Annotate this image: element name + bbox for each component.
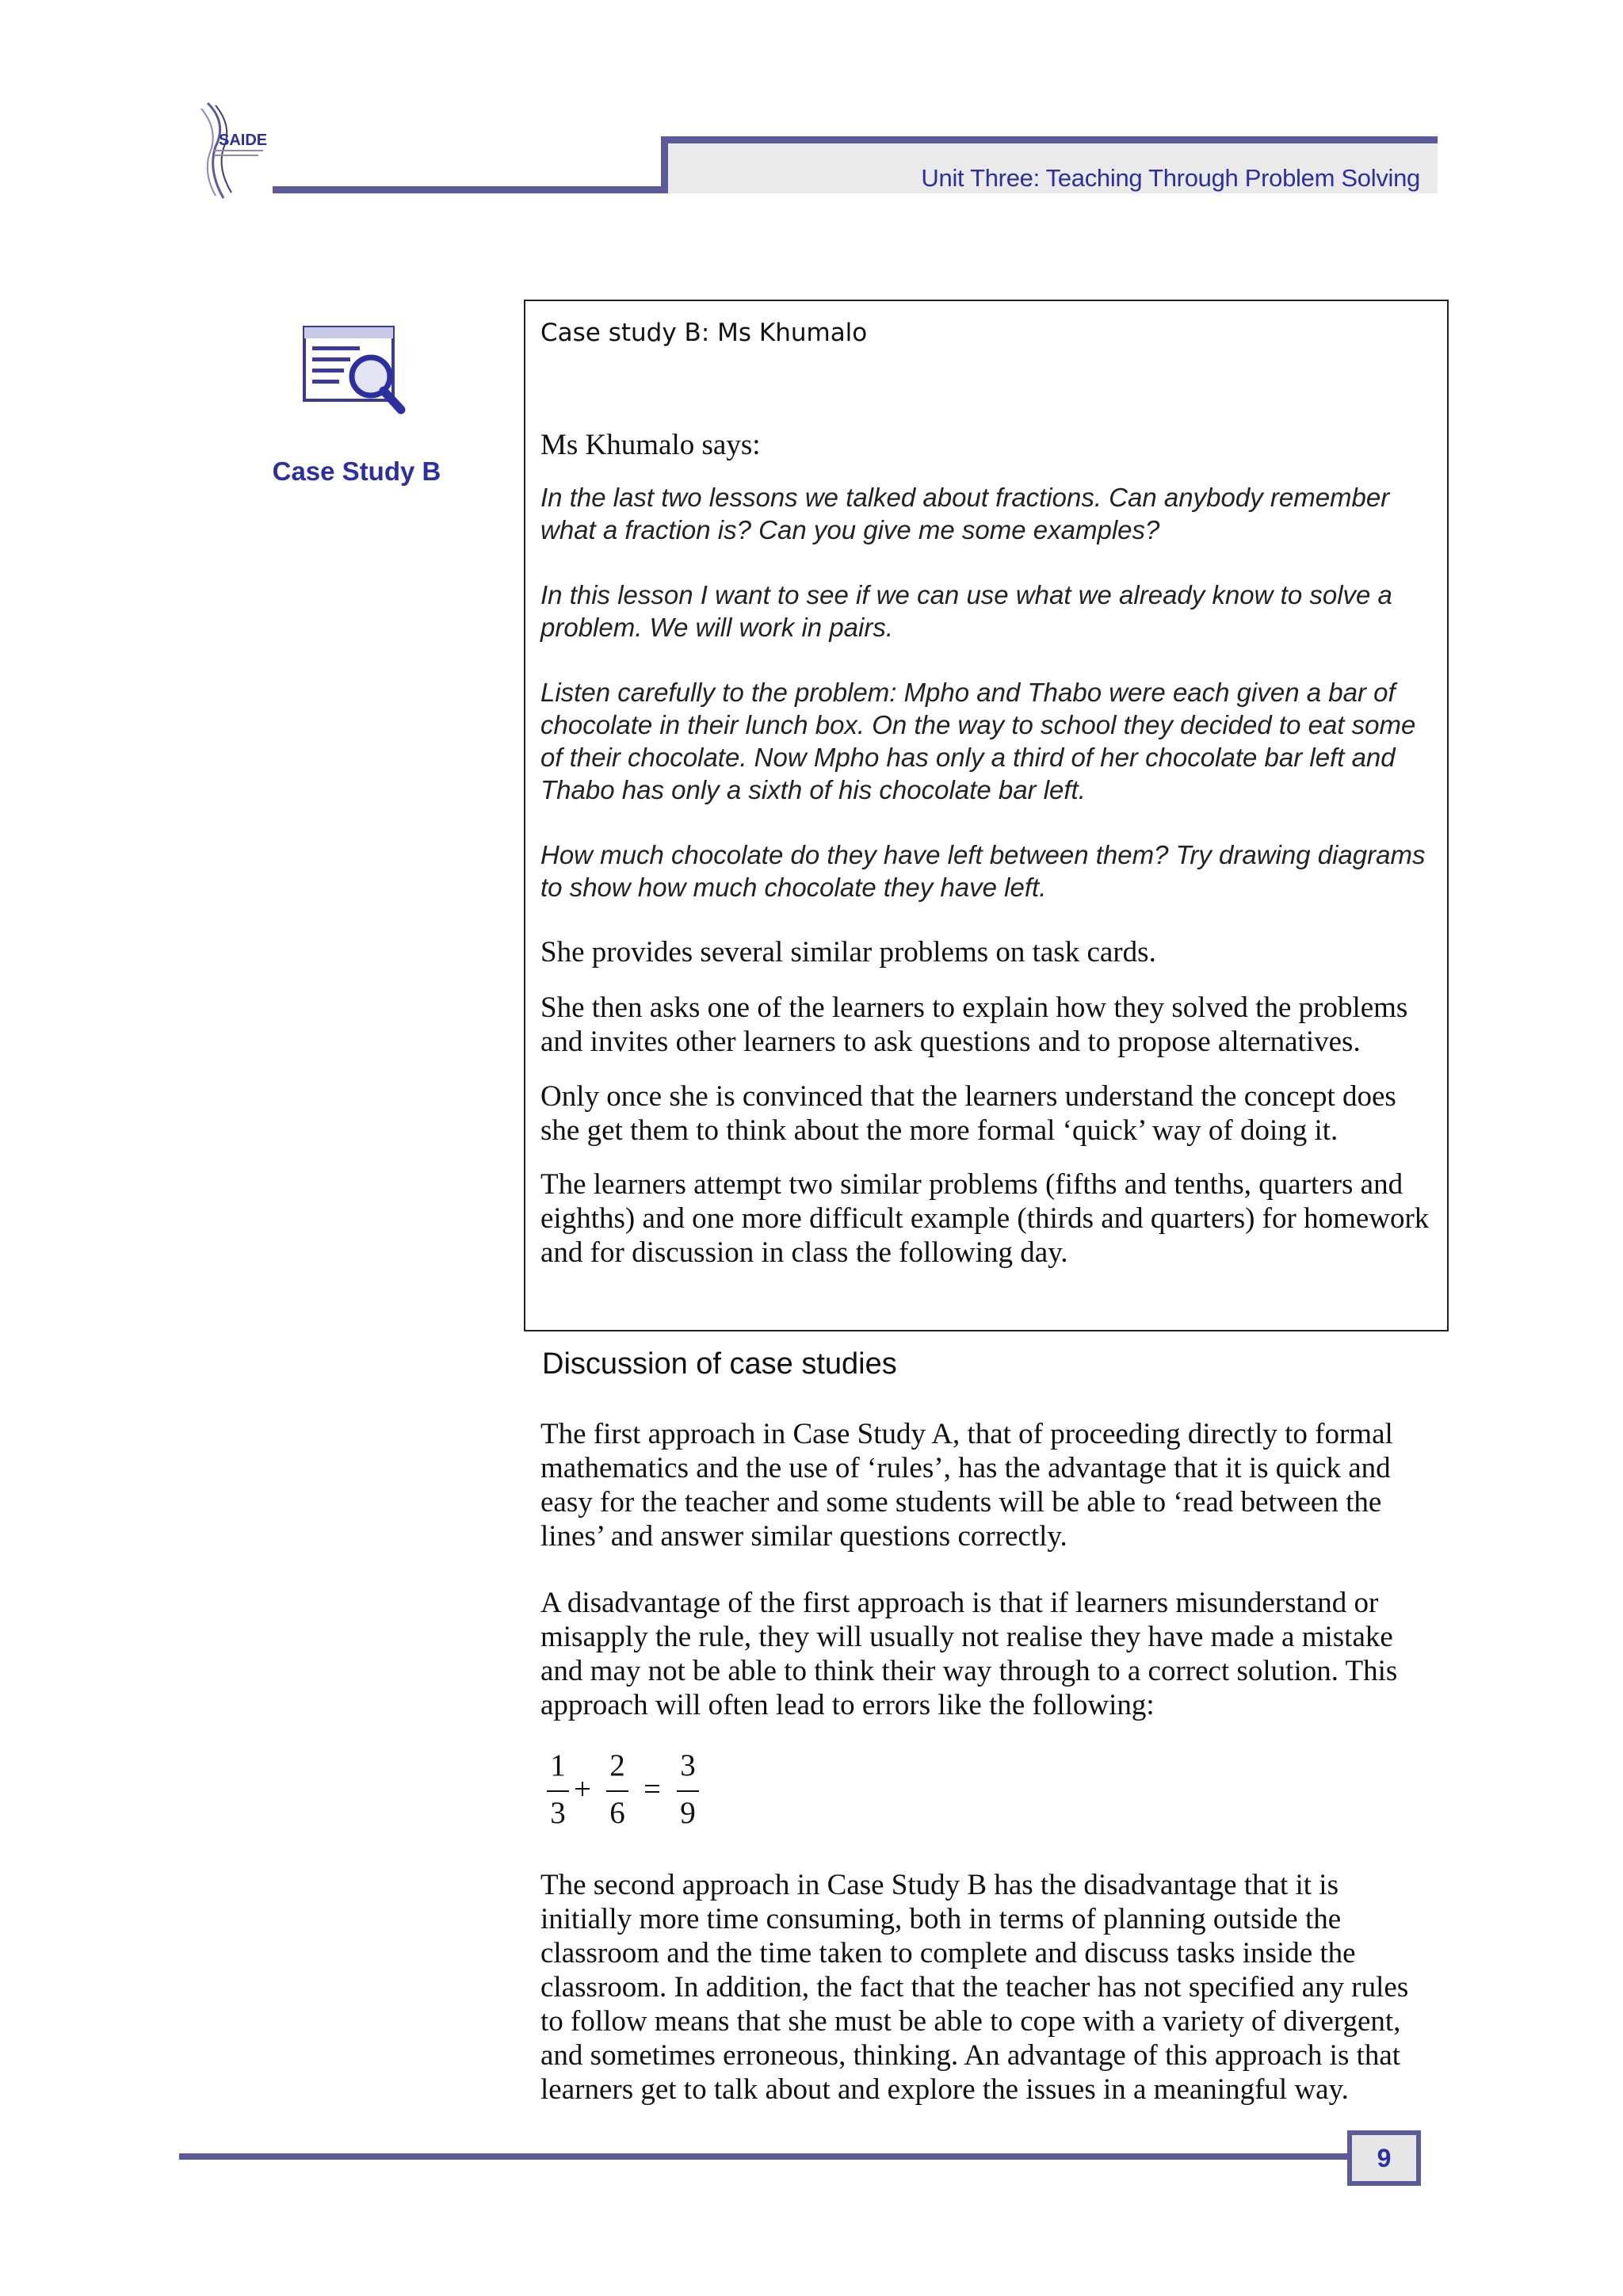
discussion-paragraph: A disadvantage of the first approach is that if learners misunderstand or misapply the rule, they will usually not realise they have made a mistake and may not be able to think their way through to a correct solution. This approach will often lead to errors like the following: [540,1587,1398,1721]
quote-paragraph: In the last two lessons we talked about fractions. Can anybody remember what a fraction is? Can you give me some examples? [540,483,1390,544]
fraction-bar [606,1790,628,1792]
numerator: 2 [609,1748,625,1782]
fraction-bar [677,1790,699,1792]
numerator: 3 [680,1748,696,1782]
header-rule [273,186,669,193]
plus-sign: + [574,1772,591,1806]
case-paragraph: Only once she is convinced that the learners understand the concept does she get them to think about the more formal ‘quick’ way of doing it. [540,1080,1396,1147]
quote-paragraph: Listen carefully to the problem: Mpho and Thabo were each given a bar of chocolate in their lunch box. On the way to school they decided to eat some of their chocolate. Now Mpho has only a third of her chocolate bar left and Thabo has only a sixth of his chocolate bar left. [540,678,1416,804]
numerator: 1 [550,1748,566,1782]
saide-logo-graphic [184,99,279,202]
denominator: 9 [680,1796,696,1830]
footer-rule [179,2153,1350,2160]
svg-text:SAIDE: SAIDE [219,132,268,149]
saide-logo [184,99,279,202]
sidebar-label: Case Study B [272,457,441,486]
discussion-paragraph: The second approach in Case Study B has the disadvantage that it is initially more time consuming, both in terms of planning outside the classroom and the time taken to complete and discuss tasks inside the classroom. In addition, the fact that the teacher has not specified any rules to follow means that she must be able to cope with a variety of divergent, and sometimes erroneous, thinking. An advantage of this approach is that learners get to talk about and explore the issues in a meaningful way. [540,1869,1409,2106]
header-banner [661,136,1438,193]
case-study-magnifier-icon [300,321,411,424]
unit-title: Unit Three: Teaching Through Problem Solving [921,164,1420,192]
case-paragraph: She then asks one of the learners to explain how they solved the problems and invites other learners to ask questions and to propose alternatives. [540,991,1408,1058]
denominator: 6 [609,1796,625,1830]
case-study-intro: Ms Khumalo says: [540,429,761,461]
discussion-paragraph: The first approach in Case Study A, that of proceeding directly to formal mathematics and the use of ‘rules’, has the advantage that it is quick and easy for the teacher and some students will be able to ‘read between the lines’ and answer similar questions correctly. [540,1418,1393,1553]
denominator: 3 [550,1796,566,1830]
case-study-title: Case study B: Ms Khumalo [540,319,868,347]
page-number: 9 [1377,2144,1392,2172]
page-number-box [1347,2130,1421,2186]
case-paragraph: The learners attempt two similar problems (fifths and tenths, quarters and eighths) and one more difficult example (thirds and quarters) for homework and for discussion in class the following day. [540,1168,1430,1269]
quote-paragraph: How much chocolate do they have left between them? Try drawing diagrams to show how much chocolate they have left. [540,840,1426,902]
equals-sign: = [643,1772,661,1806]
fraction-bar [547,1790,569,1792]
case-paragraph: She provides several similar problems on task cards. [540,936,1156,968]
quote-paragraph: In this lesson I want to see if we can use what we already know to solve a problem. We will work in pairs. [540,580,1392,642]
discussion-heading: Discussion of case studies [542,1347,897,1381]
